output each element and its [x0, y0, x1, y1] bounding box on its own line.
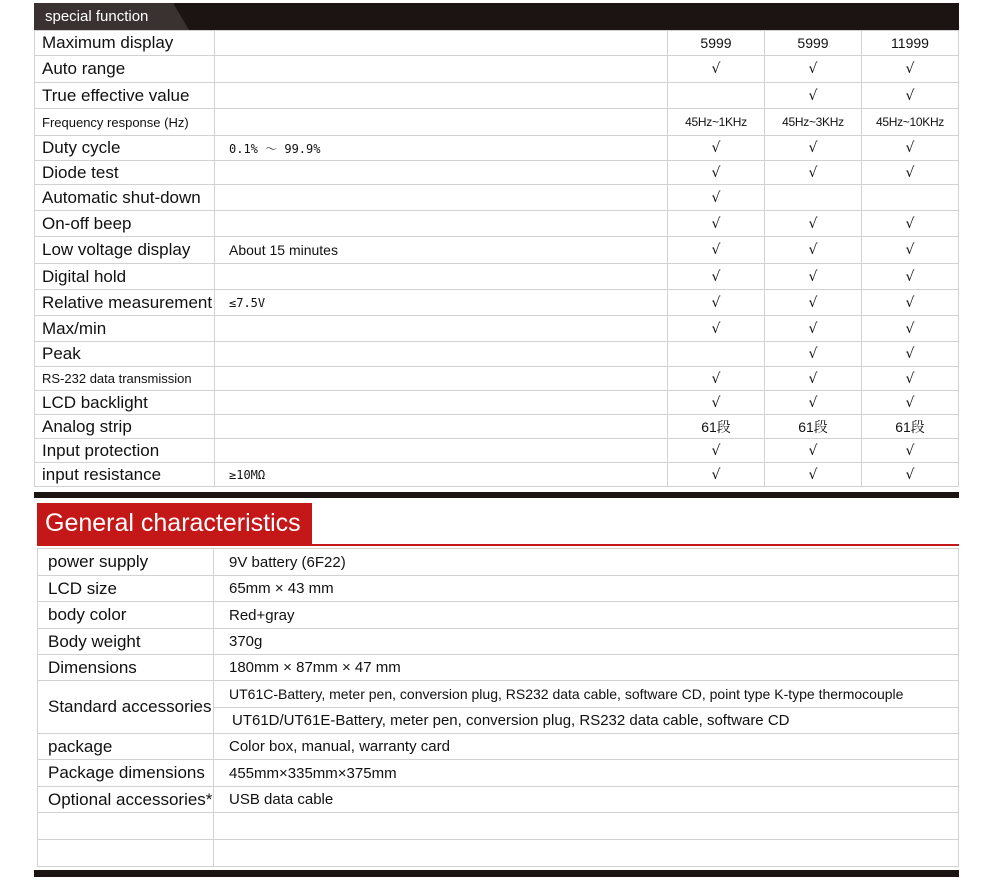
spec-row [35, 185, 959, 211]
spec-model-cell: 45Hz~1KHz [668, 109, 765, 136]
general-value-line-1: UT61C-Battery, meter pen, conversion plug, RS232 data cable, software CD, point type K-type thermocouple [214, 681, 958, 708]
check-mark-icon: √ [668, 316, 765, 342]
spec-row [35, 316, 959, 342]
general-value: Red+gray [214, 602, 959, 629]
section-divider [34, 492, 959, 498]
general-value: 370g [214, 629, 959, 655]
spec-row [35, 415, 959, 439]
spec-feature-name: RS-232 data transmission [35, 367, 215, 391]
spec-feature-name: True effective value [35, 83, 215, 109]
general-label [38, 840, 214, 867]
check-mark-icon: √ [862, 136, 959, 161]
check-mark-icon: √ [862, 211, 959, 237]
spec-feature-value [215, 161, 668, 185]
spec-feature-name: Max/min [35, 316, 215, 342]
general-row [38, 629, 959, 655]
spec-feature-name: Diode test [35, 161, 215, 185]
spec-model-cell [668, 83, 765, 109]
general-label: power supply [38, 549, 214, 576]
spec-model-cell: 61段 [668, 415, 765, 439]
spec-feature-name: On-off beep [35, 211, 215, 237]
spec-feature-name: Input protection [35, 439, 215, 463]
general-value-line-2: UT61D/UT61E-Battery, meter pen, conversion plug, RS232 data cable, software CD [232, 712, 790, 729]
check-mark-icon: √ [765, 463, 862, 487]
spec-row [35, 109, 959, 136]
spec-feature-value [215, 391, 668, 415]
special-function-header [34, 3, 959, 30]
spec-model-cell: 61段 [765, 415, 862, 439]
check-mark-icon: √ [862, 83, 959, 109]
spec-feature-value [215, 264, 668, 290]
check-mark-icon: √ [765, 211, 862, 237]
spec-row [35, 161, 959, 185]
spec-model-cell: 5999 [765, 31, 862, 56]
spec-feature-value: ≤7.5V [215, 290, 668, 316]
check-mark-icon: √ [765, 264, 862, 290]
check-mark-icon: √ [668, 136, 765, 161]
spec-feature-value [215, 415, 668, 439]
general-label: Standard accessories [38, 681, 214, 734]
general-label: Optional accessories* [38, 787, 214, 813]
general-label: body color [38, 602, 214, 629]
check-mark-icon: √ [862, 463, 959, 487]
spec-row [35, 367, 959, 391]
check-mark-icon: √ [862, 161, 959, 185]
check-mark-icon: √ [765, 367, 862, 391]
general-label: LCD size [38, 576, 214, 602]
spec-row [35, 290, 959, 316]
general-row [38, 576, 959, 602]
general-row [38, 602, 959, 629]
spec-model-cell: 5999 [668, 31, 765, 56]
general-row [38, 681, 959, 734]
spec-row [35, 31, 959, 56]
general-label: Dimensions [38, 655, 214, 681]
check-mark-icon: √ [862, 290, 959, 316]
general-value [214, 840, 959, 867]
check-mark-icon: √ [668, 439, 765, 463]
header-tab-slant [173, 3, 189, 30]
general-row [38, 813, 959, 840]
general-label: Body weight [38, 629, 214, 655]
spec-row [35, 136, 959, 161]
check-mark-icon: √ [862, 342, 959, 367]
spec-row [35, 463, 959, 487]
spec-feature-name: Relative measurement [35, 290, 215, 316]
general-row [38, 787, 959, 813]
check-mark-icon: √ [668, 264, 765, 290]
spec-feature-name: Frequency response (Hz) [35, 109, 215, 136]
spec-feature-name: input resistance [35, 463, 215, 487]
spec-feature-value [215, 367, 668, 391]
check-mark-icon: √ [765, 136, 862, 161]
general-value: 65mm × 43 mm [214, 576, 959, 602]
check-mark-icon: √ [765, 290, 862, 316]
check-mark-icon: √ [668, 211, 765, 237]
check-mark-icon: √ [862, 56, 959, 83]
spec-feature-name: Auto range [35, 56, 215, 83]
check-mark-icon: √ [668, 185, 765, 211]
check-mark-icon: √ [765, 391, 862, 415]
check-mark-icon: √ [668, 237, 765, 264]
check-mark-icon: √ [668, 290, 765, 316]
general-row [38, 840, 959, 867]
check-mark-icon: √ [668, 161, 765, 185]
bottom-divider [34, 870, 959, 877]
spec-row [35, 439, 959, 463]
general-value: 455mm×335mm×375mm [214, 760, 959, 787]
check-mark-icon: √ [765, 316, 862, 342]
check-mark-icon: √ [862, 237, 959, 264]
spec-feature-value [215, 211, 668, 237]
check-mark-icon: √ [765, 342, 862, 367]
check-mark-icon: √ [862, 439, 959, 463]
check-mark-icon: √ [668, 463, 765, 487]
general-label [38, 813, 214, 840]
spec-feature-name: LCD backlight [35, 391, 215, 415]
spec-feature-value [215, 439, 668, 463]
spec-feature-value [215, 185, 668, 211]
spec-model-cell: 45Hz~10KHz [862, 109, 959, 136]
general-value: USB data cable [214, 787, 959, 813]
check-mark-icon: √ [765, 161, 862, 185]
check-mark-icon: √ [668, 391, 765, 415]
spec-feature-name: Low voltage display [35, 237, 215, 264]
spec-row [35, 56, 959, 83]
spec-row [35, 342, 959, 367]
spec-model-cell [862, 185, 959, 211]
check-mark-icon: √ [765, 56, 862, 83]
general-value [214, 813, 959, 840]
spec-feature-name: Peak [35, 342, 215, 367]
spec-feature-value [215, 342, 668, 367]
check-mark-icon: √ [668, 56, 765, 83]
spec-feature-value [215, 56, 668, 83]
spec-row [35, 237, 959, 264]
general-title-underline [37, 544, 959, 546]
check-mark-icon: √ [862, 264, 959, 290]
special-function-table [34, 30, 959, 487]
spec-row [35, 391, 959, 415]
check-mark-icon: √ [765, 83, 862, 109]
spec-model-cell [668, 342, 765, 367]
check-mark-icon: √ [862, 391, 959, 415]
spec-feature-name: Automatic shut-down [35, 185, 215, 211]
general-value: 9V battery (6F22) [214, 549, 959, 576]
check-mark-icon: √ [862, 367, 959, 391]
spec-feature-name: Digital hold [35, 264, 215, 290]
special-function-title: special function [34, 3, 174, 30]
spec-model-cell [765, 185, 862, 211]
check-mark-icon: √ [668, 367, 765, 391]
spec-feature-value [215, 83, 668, 109]
check-mark-icon: √ [765, 237, 862, 264]
spec-feature-value: About 15 minutes [215, 237, 668, 264]
spec-model-cell: 11999 [862, 31, 959, 56]
spec-feature-value: ≥10MΩ [215, 463, 668, 487]
spec-row [35, 211, 959, 237]
spec-feature-value [215, 316, 668, 342]
general-characteristics-title: General characteristics [37, 503, 312, 544]
general-label: Package dimensions [38, 760, 214, 787]
general-value: 180mm × 87mm × 47 mm [214, 655, 959, 681]
check-mark-icon: √ [765, 439, 862, 463]
spec-model-cell: 61段 [862, 415, 959, 439]
spec-model-cell: 45Hz~3KHz [765, 109, 862, 136]
general-characteristics-table [37, 548, 959, 867]
general-row [38, 655, 959, 681]
general-label: package [38, 734, 214, 760]
spec-feature-name: Duty cycle [35, 136, 215, 161]
spec-feature-name: Analog strip [35, 415, 215, 439]
spec-row [35, 83, 959, 109]
spec-feature-value: 0.1% ～ 99.9% [215, 136, 668, 161]
spec-feature-value [215, 31, 668, 56]
general-row [38, 549, 959, 576]
spec-feature-value [215, 109, 668, 136]
general-value: Color box, manual, warranty card [214, 734, 959, 760]
spec-feature-name: Maximum display [35, 31, 215, 56]
general-row [38, 760, 959, 787]
check-mark-icon: √ [862, 316, 959, 342]
general-row [38, 734, 959, 760]
spec-row [35, 264, 959, 290]
